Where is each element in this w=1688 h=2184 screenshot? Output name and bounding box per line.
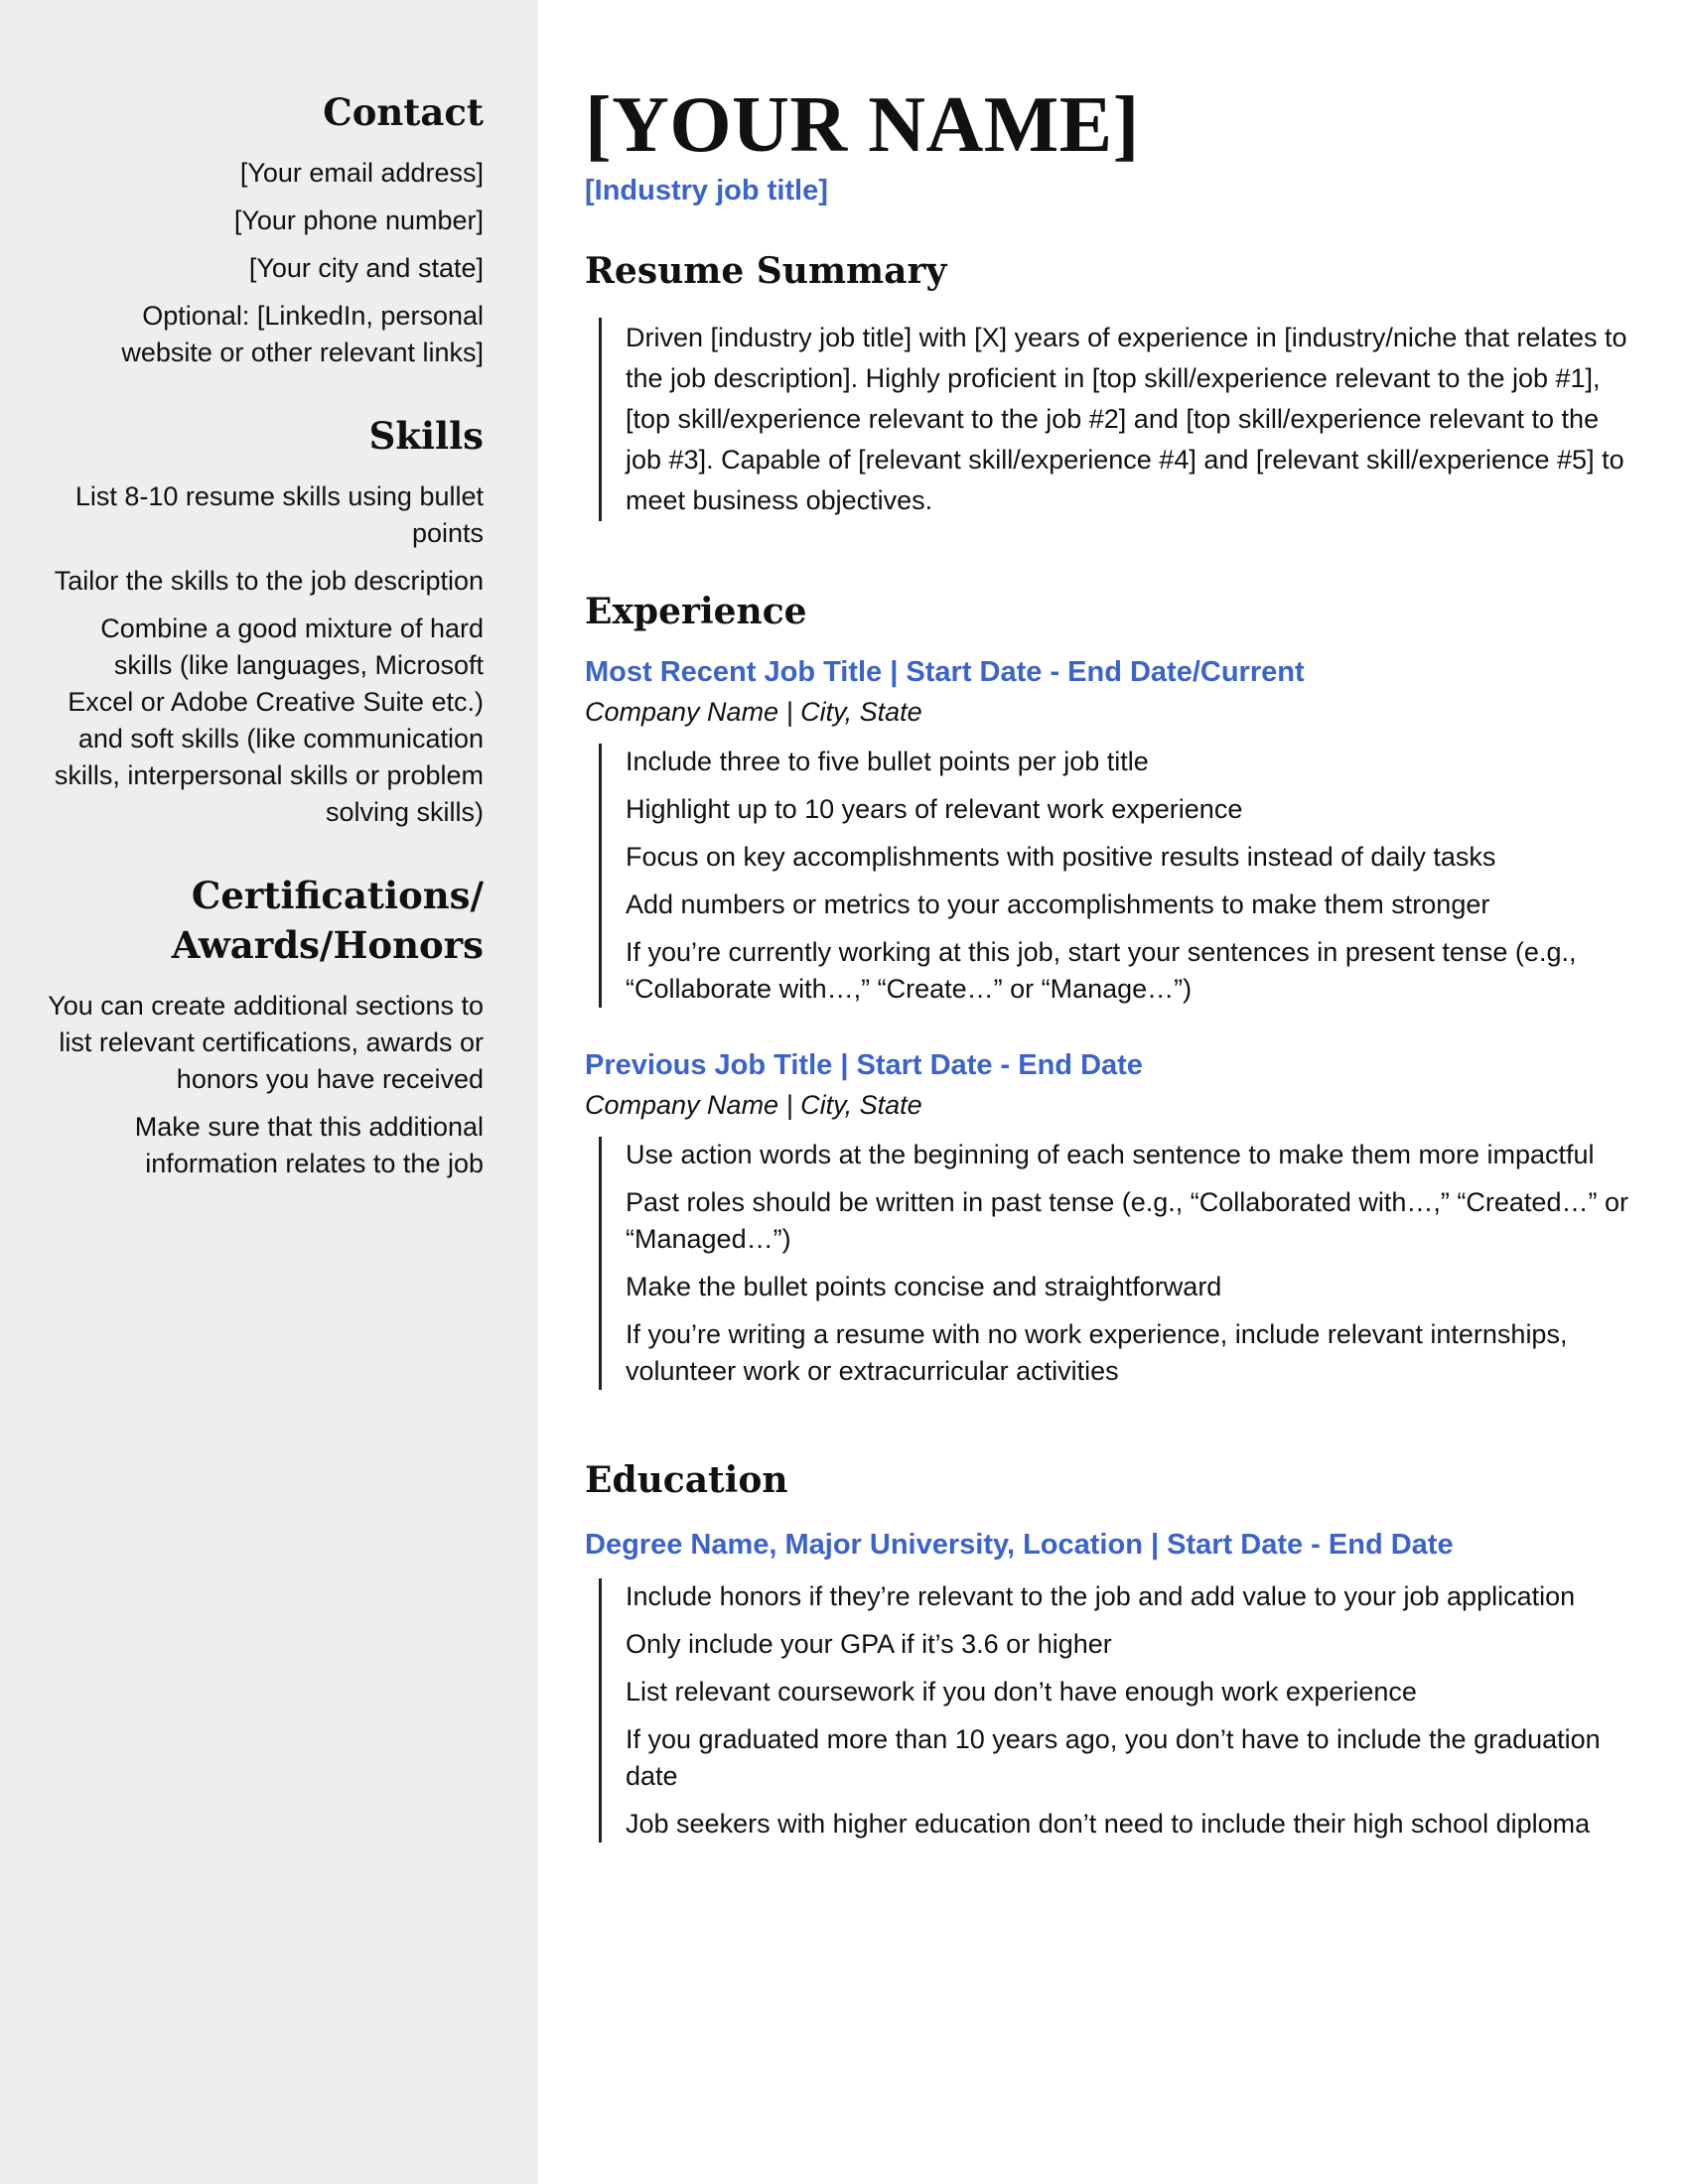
- skills-heading: Skills: [368, 414, 484, 458]
- summary-block: [599, 318, 1637, 521]
- education-bullets: [599, 1578, 1637, 1843]
- contact-links: Optional: [LinkedIn, personal website or other relevant links]: [121, 301, 484, 367]
- education-heading: Education: [585, 1459, 788, 1501]
- list-item: If you’re currently working at this job, start your sentences in present tense (e.g., “Collaborate with…,” “Create…” or “Manage…”): [626, 937, 1577, 1004]
- skill-item: Combine a good mixture of hard skills (like languages, Microsoft Excel or Adobe Creative Suite etc.) and soft skills (like communication skills, interpersonal skills or problem solving skills): [54, 614, 484, 827]
- list-item: If you graduated more than 10 years ago, you don’t have to include the graduation date: [626, 1724, 1601, 1791]
- job-entry: [585, 1045, 1637, 1390]
- job-title: Most Recent Job Title | Start Date - End Date/Current: [585, 656, 1305, 688]
- job-entry: [585, 652, 1637, 1008]
- candidate-name: [YOUR NAME]: [585, 81, 1140, 169]
- certifications-heading: Certifications/ Awards/Honors: [171, 874, 484, 967]
- job-title: Previous Job Title | Start Date - End Date: [585, 1049, 1143, 1081]
- summary-text: Driven [industry job title] with [X] years of experience in [industry/niche that relates to the job description]. Highly proficient in [top skill/experience relevant to the job #1], [top skill/experience relevant to the job #2] and [top skill/experience relevant to the job #3]. Capable of [relevant skill/experience #4] and [relevant skill/experience #5] to meet business objectives.: [626, 323, 1627, 515]
- list-item: Past roles should be written in past tense (e.g., “Collaborated with…,” “Created…” or “Managed…”): [626, 1187, 1628, 1254]
- list-item: Use action words at the beginning of each sentence to make them more impactful: [626, 1140, 1595, 1169]
- certifications-section: [47, 871, 484, 1182]
- main-content: [585, 79, 1637, 1843]
- contact-heading: Contact: [323, 90, 484, 134]
- list-item: Make the bullet points concise and straightforward: [626, 1272, 1222, 1301]
- sidebar-content: [47, 87, 484, 1222]
- skills-section: [47, 411, 484, 831]
- skill-item: List 8-10 resume skills using bullet points: [74, 481, 484, 548]
- industry-job-title: [Industry job title]: [585, 175, 828, 206]
- sidebar: [0, 0, 538, 2184]
- experience-heading: Experience: [585, 591, 807, 632]
- list-item: If you’re writing a resume with no work experience, include relevant internships, volunteer work or extracurricular activities: [626, 1319, 1568, 1386]
- job-bullets: [599, 744, 1637, 1008]
- job-bullets: [599, 1137, 1637, 1390]
- list-item: List relevant coursework if you don’t have enough work experience: [626, 1677, 1417, 1706]
- list-item: Include three to five bullet points per job title: [626, 747, 1149, 776]
- certification-item: You can create additional sections to list relevant certifications, awards or honors you have received: [48, 991, 484, 1094]
- summary-heading: Resume Summary: [585, 250, 947, 292]
- list-item: Only include your GPA if it’s 3.6 or higher: [626, 1629, 1112, 1659]
- contact-email: [Your email address]: [239, 158, 484, 188]
- contact-location: [Your city and state]: [248, 253, 484, 283]
- contact-section: [47, 87, 484, 371]
- list-item: Add numbers or metrics to your accomplishments to make them stronger: [626, 889, 1490, 919]
- certification-item: Make sure that this additional information relates to the job: [134, 1112, 484, 1178]
- skill-item: Tailor the skills to the job description: [54, 566, 484, 596]
- list-item: Include honors if they’re relevant to the job and add value to your job application: [626, 1581, 1576, 1611]
- contact-phone: [Your phone number]: [233, 205, 484, 235]
- list-item: Focus on key accomplishments with positive results instead of daily tasks: [626, 842, 1496, 872]
- job-company: Company Name | City, State: [585, 1090, 922, 1120]
- education-section: [585, 1455, 1637, 1843]
- degree-title: Degree Name, Major University, Location | Start Date - End Date: [585, 1529, 1454, 1561]
- list-item: Job seekers with higher education don’t need to include their high school diploma: [626, 1809, 1591, 1839]
- list-item: Highlight up to 10 years of relevant work experience: [626, 794, 1243, 824]
- job-company: Company Name | City, State: [585, 697, 922, 727]
- summary-section: [585, 246, 1637, 521]
- experience-section: [585, 587, 1637, 1390]
